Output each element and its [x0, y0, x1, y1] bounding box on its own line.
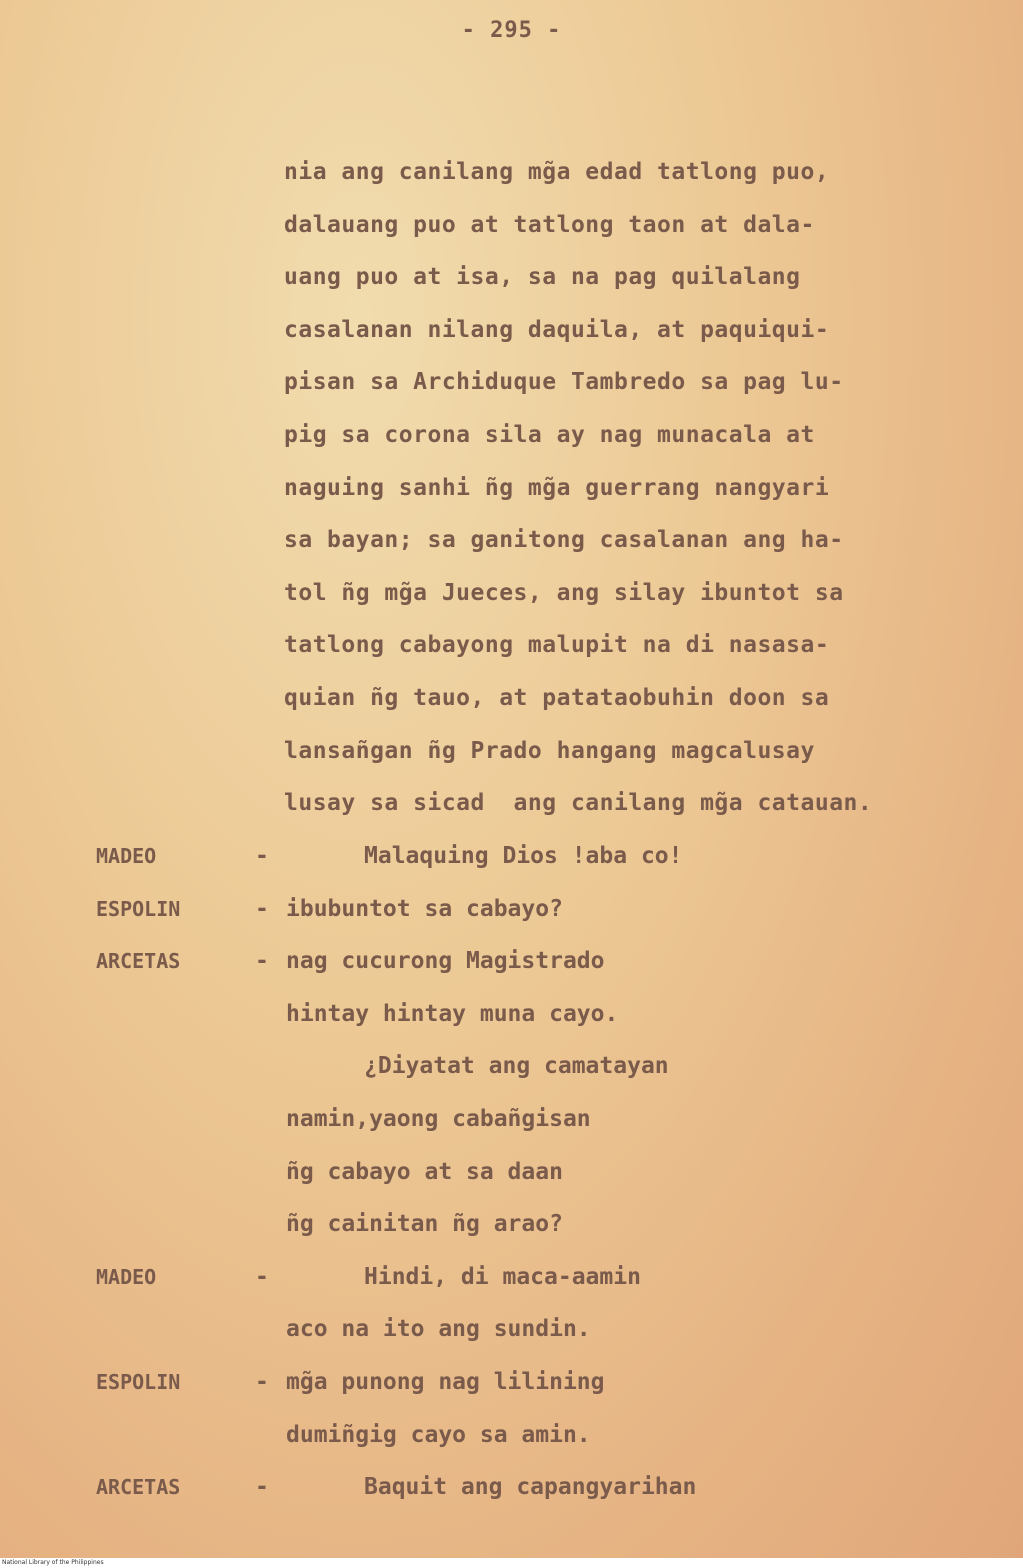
- dialogue-row: [0, 1303, 1023, 1356]
- speaker-name: ARCETAS: [96, 949, 181, 974]
- page-number: - 295 -: [461, 18, 562, 43]
- dialogue-row: [0, 1146, 1023, 1199]
- dialogue-row: [0, 1461, 1023, 1514]
- narration-line: pig sa corona sila ay nag munacala at: [284, 421, 815, 448]
- dialogue-row: [0, 1040, 1023, 1093]
- speaker-dash: -: [255, 1368, 269, 1395]
- footer-credit: National Library of the Philippines: [0, 1558, 1023, 1568]
- dialogue-line: Malaquing Dios !aba co!: [364, 843, 683, 869]
- speaker-dash: -: [255, 1474, 269, 1501]
- narration-line: lansañgan ñg Prado hangang magcalusay: [284, 737, 815, 764]
- dialogue-row: [0, 1356, 1023, 1409]
- narration-line: casalanan nilang daquila, at paquiqui-: [284, 316, 830, 343]
- dialogue-line: nag cucurong Magistrado: [286, 948, 605, 975]
- narration-line: nia ang canilang mg̃a edad tatlong puo,: [284, 159, 830, 185]
- dialogue-row: [0, 1198, 1023, 1251]
- dialogue-row: [0, 1251, 1023, 1304]
- dialogue-row: [0, 1093, 1023, 1146]
- narration-block: [284, 146, 984, 830]
- dialogue-line: namin,yaong cabañgisan: [286, 1105, 591, 1132]
- speaker-name: ESPOLIN: [96, 896, 181, 921]
- narration-line: uang puo at isa, sa na pag quilalang: [284, 264, 801, 291]
- speaker-dash: -: [255, 843, 269, 869]
- dialogue-line: ñg cabayo at sa daan: [286, 1158, 563, 1185]
- dialogue-line: hintay hintay muna cayo.: [286, 1000, 619, 1027]
- dialogue-line: aco na ito ang sundin.: [286, 1316, 591, 1343]
- speaker-name: ESPOLIN: [96, 1369, 181, 1394]
- narration-line: sa bayan; sa ganitong casalanan ang ha-: [284, 527, 844, 554]
- narration-line: pisan sa Archiduque Tambredo sa pag lu-: [284, 369, 844, 396]
- narration-line: tol ñg mg̃a Jueces, ang silay ibuntot sa: [284, 579, 844, 606]
- dialogue-line: ñg cainitan ñg arao?: [286, 1211, 563, 1238]
- narration-line: dalauang puo at tatlong taon at dala-: [284, 211, 815, 238]
- speaker-dash: -: [255, 895, 269, 922]
- dialogue-row: [0, 883, 1023, 936]
- dialogue-line: Hindi, di maca-aamin: [364, 1263, 641, 1290]
- speaker-name: MADEO: [96, 844, 157, 868]
- dialogue-row: [0, 935, 1023, 988]
- dialogue-line: ¿Diyatat ang camatayan: [364, 1053, 669, 1080]
- dialogue-row: [0, 830, 1023, 883]
- dialogue-line: dumiñgig cayo sa amin.: [286, 1421, 591, 1448]
- dialogue-row: [0, 988, 1023, 1041]
- dialogue-row: [0, 1409, 1023, 1462]
- narration-line: lusay sa sicad ang canilang mg̃a catauan.: [284, 790, 873, 817]
- speaker-name: MADEO: [96, 1264, 157, 1289]
- dialogue-block: [0, 830, 1023, 1514]
- speaker-dash: -: [255, 948, 269, 975]
- dialogue-line: ibubuntot sa cabayo?: [286, 895, 563, 922]
- dialogue-line: Baquit ang capangyarihan: [364, 1474, 697, 1501]
- narration-line: quian ñg tauo, at patataobuhin doon sa: [284, 684, 830, 711]
- narration-line: naguing sanhi ñg mg̃a guerrang nangyari: [284, 474, 830, 501]
- speaker-dash: -: [255, 1263, 269, 1290]
- dialogue-line: mg̃a punong nag lilining: [286, 1368, 605, 1395]
- narration-line: tatlong cabayong malupit na di nasasa-: [284, 632, 830, 659]
- speaker-name: ARCETAS: [96, 1475, 181, 1500]
